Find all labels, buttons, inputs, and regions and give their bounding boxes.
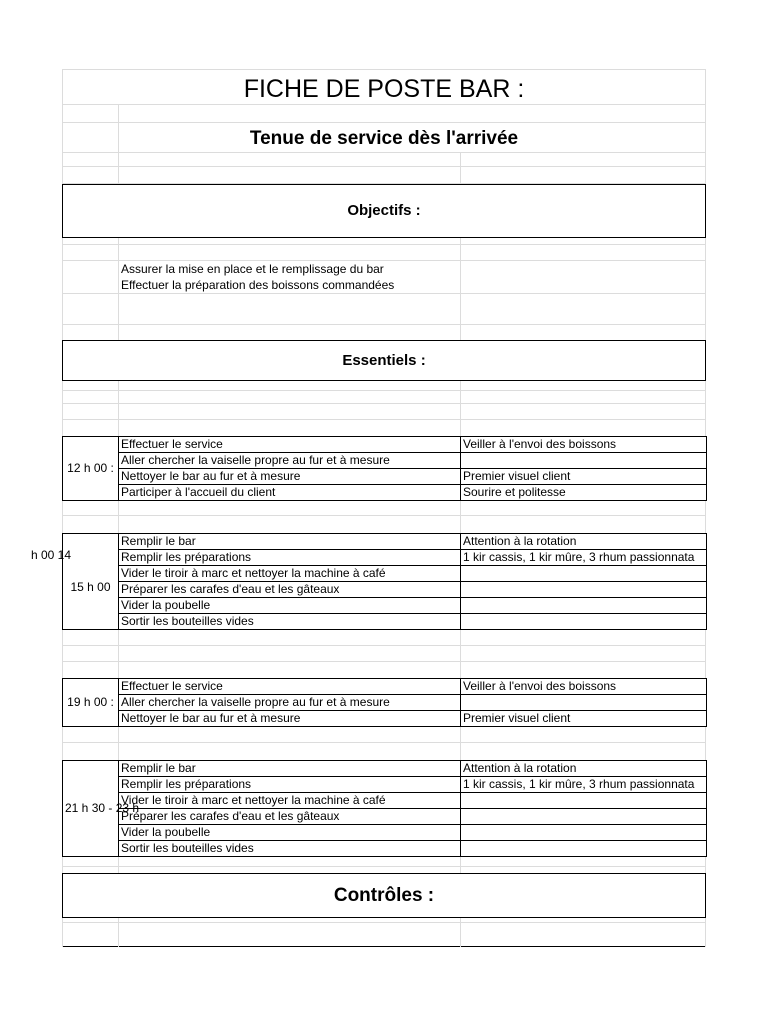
task-cell: Remplir le bar	[119, 534, 461, 550]
time-cell: 12 h 00 :	[63, 437, 119, 501]
table-row	[63, 711, 707, 727]
note-cell: Veiller à l'envoi des boissons	[461, 437, 707, 453]
task-cell: Participer à l'accueil du client	[119, 485, 461, 501]
task-cell: Vider le tiroir à marc et nettoyer la machine à café	[119, 793, 461, 809]
note-cell	[461, 566, 707, 582]
time-label-bottom: 15 h 00	[70, 580, 111, 594]
time-cell	[30, 534, 119, 630]
table-row	[63, 534, 707, 550]
note-cell	[461, 598, 707, 614]
task-cell: Sortir les bouteilles vides	[119, 614, 461, 630]
note-cell: 1 kir cassis, 1 kir mûre, 3 rhum passionnata	[461, 777, 707, 793]
table-row	[63, 809, 707, 825]
time-cell: 19 h 00 :	[63, 679, 119, 727]
controles-header	[62, 873, 706, 918]
task-cell: Effectuer le service	[119, 679, 461, 695]
note-cell: Premier visuel client	[461, 469, 707, 485]
schedule-block-1400	[30, 533, 707, 630]
task-cell: Préparer les carafes d'eau et les gâteaux	[119, 809, 461, 825]
table-row	[63, 598, 707, 614]
table-row	[63, 841, 707, 857]
table-row	[63, 453, 707, 469]
table-row	[63, 777, 707, 793]
task-cell: Effectuer le service	[119, 437, 461, 453]
table-row	[63, 614, 707, 630]
task-cell: Vider le tiroir à marc et nettoyer la machine à café	[119, 566, 461, 582]
note-cell	[461, 809, 707, 825]
note-cell	[461, 695, 707, 711]
table-row	[63, 825, 707, 841]
note-cell: Veiller à l'envoi des boissons	[461, 679, 707, 695]
schedule-block-1200	[62, 436, 707, 501]
task-cell: Nettoyer le bar au fur et à mesure	[119, 711, 461, 727]
table-row	[63, 761, 707, 777]
table-row	[63, 679, 707, 695]
time-cell: 21 h 30 - 23 h	[63, 761, 119, 857]
task-cell: Vider la poubelle	[119, 598, 461, 614]
task-cell: Préparer les carafes d'eau et les gâteaux	[119, 582, 461, 598]
controles-heading: Contrôles :	[333, 885, 435, 906]
table-row	[63, 695, 707, 711]
essentiels-heading: Essentiels :	[342, 352, 426, 369]
note-cell: Attention à la rotation	[461, 761, 707, 777]
objectif-item: Effectuer la préparation des boissons commandées	[121, 278, 395, 292]
essentiels-header	[62, 340, 706, 381]
task-cell: Remplir les préparations	[119, 550, 461, 566]
objectif-item: Assurer la mise en place et le remplissage du bar	[121, 262, 384, 276]
task-cell: Vider la poubelle	[119, 825, 461, 841]
note-cell	[461, 825, 707, 841]
note-cell: Premier visuel client	[461, 711, 707, 727]
objectifs-heading: Objectifs :	[347, 202, 421, 219]
note-cell: Attention à la rotation	[461, 534, 707, 550]
note-cell	[461, 614, 707, 630]
table-row	[63, 793, 707, 809]
schedule-block-2130	[62, 760, 707, 857]
page-title: FICHE DE POSTE BAR :	[243, 75, 525, 103]
table-row	[63, 437, 707, 453]
table-row	[63, 566, 707, 582]
page-subtitle: Tenue de service dès l'arrivée	[249, 128, 519, 149]
task-cell: Aller chercher la vaiselle propre au fur et à mesure	[119, 453, 461, 469]
task-cell: Nettoyer le bar au fur et à mesure	[119, 469, 461, 485]
note-cell	[461, 453, 707, 469]
objectifs-header	[62, 184, 706, 238]
task-cell: Sortir les bouteilles vides	[119, 841, 461, 857]
table-row	[63, 469, 707, 485]
task-cell: Aller chercher la vaiselle propre au fur et à mesure	[119, 695, 461, 711]
table-row	[63, 485, 707, 501]
note-cell: Sourire et politesse	[461, 485, 707, 501]
note-cell	[461, 582, 707, 598]
task-cell: Remplir les préparations	[119, 777, 461, 793]
table-row	[63, 582, 707, 598]
note-cell: 1 kir cassis, 1 kir mûre, 3 rhum passionnata	[461, 550, 707, 566]
time-label-top: 14 h 00	[30, 548, 71, 562]
task-cell: Remplir le bar	[119, 761, 461, 777]
schedule-block-1900	[62, 678, 707, 727]
note-cell	[461, 793, 707, 809]
note-cell	[461, 841, 707, 857]
table-row	[63, 550, 707, 566]
